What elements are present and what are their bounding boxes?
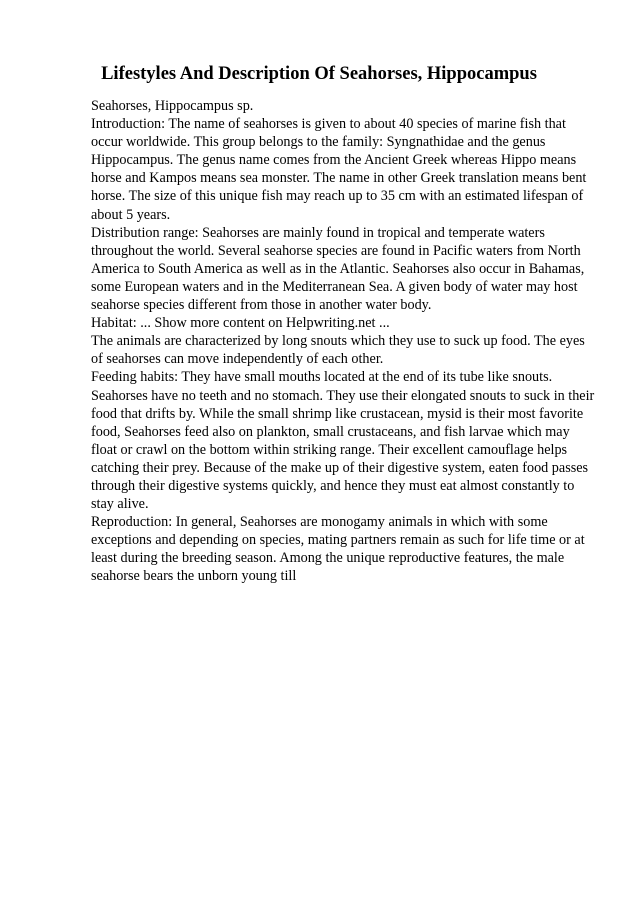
paragraph-species-name: Seahorses, Hippocampus sp.: [91, 98, 254, 114]
document-title: Lifestyles And Description Of Seahorses, Hippocampus: [101, 64, 537, 84]
paragraph-habitat: Habitat: ... Show more content on Helpwriting.net ...: [91, 315, 390, 332]
paragraph-introduction: Introduction: The name of seahorses is given to about 40 species of marine fish that occur worldwide. This group belongs to the family: Syngnathidae and the genus Hippocampus. The genus name comes from the Ancient Greek whereas Hippo means horse and Kampos means sea monster. The name in other Greek translation means bent horse. The size of this unique fish may reach up to 35 cm with an estimated lifespan of about 5 years.: [91, 116, 587, 223]
paragraph-reproduction: Reproduction: In general, Seahorses are monogamy animals in which with some exceptions and depending on species, mating partners remain as such for life time or at least during the breeding season. Among the unique reproductive features, the male seahorse bears the unborn young till: [91, 514, 585, 585]
paragraph-distribution-range: Distribution range: Seahorses are mainly found in tropical and temperate waters throughout the world. Several seahorse species are found in Pacific waters from North America to South America as well as in the Atlantic. Seahorses also occur in Bahamas, some European waters and in the Mediterranean Sea. A given body of water may host seahorse species different from those in another water body.: [91, 224, 585, 314]
paragraph-feeding-habits: Feeding habits: They have small mouths located at the end of its tube like snouts. Seahorses have no teeth and no stomach. They use their elongated snouts to suck in their food that drifts by. While the small shrimp like crustacean, mysid is their most favorite food, Seahorses feed also on plankton, small crustaceans, and fish larvae which may float or crawl on the bottom within striking range. Their excellent camouflage helps catching their prey. Because of the make up of their digestive system, eaten food passes through their digestive systems quickly, and hence they must eat almost constantly to stay alive.: [91, 369, 595, 513]
paragraph-characteristics: The animals are characterized by long snouts which they use to suck up food. The eyes of seahorses can move independently of each other.: [91, 333, 585, 368]
document-body: [91, 97, 596, 586]
